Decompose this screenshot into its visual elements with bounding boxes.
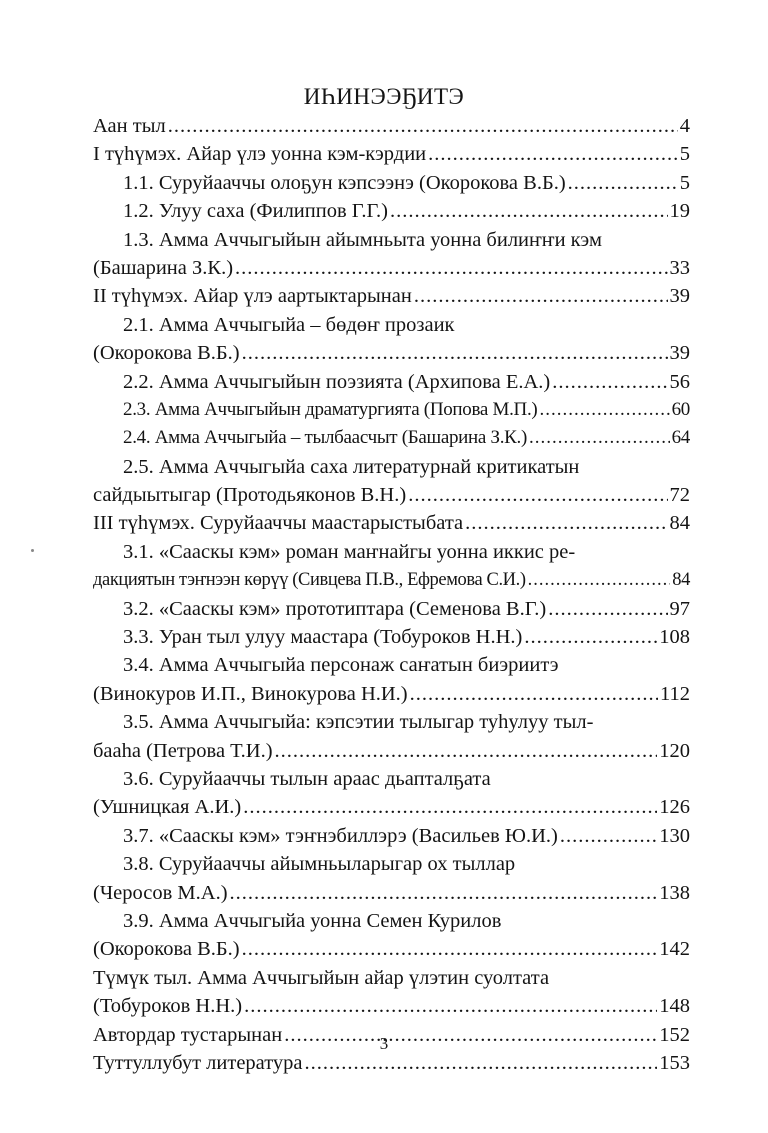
toc-entry-text: II түһүмэх. Айар үлэ аартыктарынан <box>93 285 412 308</box>
toc-entry <box>93 964 690 992</box>
toc-entry-text: (Ушницкая А.И.) <box>93 796 242 819</box>
toc-entry <box>93 850 690 878</box>
toc-entry-text: бааһа (Петрова Т.И.) <box>93 739 273 762</box>
toc-entry-page: 19 <box>669 200 690 223</box>
toc-entry <box>93 311 690 339</box>
toc-entry-page: 60 <box>671 398 690 420</box>
toc-entry-text: (Башарина З.К.) <box>93 256 234 279</box>
toc-entry-page: 142 <box>659 938 690 961</box>
toc-entry-text: 3.4. Амма Аччыгыйа персонаж саҥатын биэриитэ <box>123 654 559 677</box>
dot-leader <box>529 424 670 452</box>
toc-entry-text: Туттуллубут литература <box>93 1051 303 1074</box>
dot-leader <box>408 481 667 509</box>
toc-entry <box>93 339 690 367</box>
toc-entry <box>93 112 690 140</box>
toc-entry <box>93 453 690 481</box>
dot-leader <box>390 197 668 225</box>
dot-leader <box>548 595 667 623</box>
toc-entry <box>93 140 690 168</box>
toc-entry-page: 39 <box>669 342 690 365</box>
toc-entry <box>93 368 690 396</box>
toc-entry <box>93 282 690 310</box>
toc-entry-page: 138 <box>659 881 690 904</box>
toc-entry <box>93 822 690 850</box>
toc-entry-text: (Тобуроков Н.Н.) <box>93 995 243 1018</box>
toc-entry-text: 3.8. Суруйааччы айымньыларыгар ох тыллар <box>123 853 516 876</box>
toc-entry-text: 3.6. Суруйааччы тылын араас дьапталҕата <box>123 767 491 790</box>
toc-entry-page: 33 <box>669 256 690 279</box>
toc-entry-page: 64 <box>671 427 690 449</box>
page-title: ИҺИНЭЭҔИТЭ <box>303 84 465 109</box>
toc-entry <box>93 424 690 452</box>
toc-entry-text: 1.3. Амма Аччыгыйын айымньыта уонна билиҥҥи кэм <box>123 228 602 251</box>
toc-entry <box>93 907 690 935</box>
toc-entry-page: 126 <box>659 796 690 819</box>
toc-entry <box>93 680 690 708</box>
toc-entry-text: дакциятын тэҥнээн көрүү (Сивцева П.В., Ефремова С.И.) <box>93 570 526 591</box>
toc-entry-page: 148 <box>659 995 690 1018</box>
toc-entry-text: 3.1. «Сааскы кэм» роман маҥнайгы уонна иккис ре- <box>123 540 576 563</box>
scan-speck <box>31 549 34 552</box>
dot-leader <box>414 282 668 310</box>
dot-leader <box>242 935 658 963</box>
toc-entry-page: 97 <box>669 597 690 620</box>
toc-entry-text: 2.1. Амма Аччыгыйа – бөдөҥ прозаик <box>123 313 455 336</box>
toc-entry-text: 2.2. Амма Аччыгыйын поэзиятa (Архипова Е.А.) <box>123 370 551 393</box>
toc-entry-text: 3.9. Амма Аччыгыйа уонна Семен Курилов <box>123 909 502 932</box>
toc-entry-page: 39 <box>669 285 690 308</box>
toc-entry-page: 4 <box>679 115 690 137</box>
toc-entry <box>93 765 690 793</box>
page-number: 3 <box>379 1034 389 1053</box>
toc-entry-text: 2.4. Амма Аччыгыйа – тылбаасчыт (Башарина З.К.) <box>123 427 528 449</box>
dot-leader <box>560 822 657 850</box>
toc-entry-page: 72 <box>669 484 690 507</box>
dot-leader <box>539 396 669 424</box>
dot-leader <box>244 992 657 1020</box>
toc-entry <box>93 623 690 651</box>
dot-leader <box>568 169 678 197</box>
dot-leader <box>428 140 678 168</box>
dot-leader <box>528 566 671 594</box>
toc-entry-page: 108 <box>659 626 690 649</box>
toc-entry-text: 3.2. «Сааскы кэм» прототиптара (Семенова В.Г.) <box>123 597 547 620</box>
toc-entry-text: 3.3. Уран тыл улуу маастара (Тобуроков Н.Н.) <box>123 626 523 649</box>
toc-entry-text: сайдыытыгар (Протодьяконов В.Н.) <box>93 484 407 507</box>
toc-entry-page: 5 <box>679 171 690 194</box>
toc-entry-text: 1.2. Улуу саха (Филиппов Г.Г.) <box>123 200 388 223</box>
toc-entry <box>93 538 690 566</box>
toc-entry-text: 2.5. Амма Аччыгыйа саха литературнай критикатын <box>123 455 580 478</box>
toc-entry-text: Автордар тустарынан <box>93 1023 283 1046</box>
toc-entry-text: (Окорокова В.Б.) <box>93 938 240 961</box>
toc-entry-page: 153 <box>659 1051 690 1074</box>
toc-entry <box>93 737 690 765</box>
toc-entry-page: 120 <box>659 739 690 762</box>
dot-leader <box>524 623 657 651</box>
toc-entry-page: 152 <box>659 1023 690 1046</box>
toc-entry <box>93 651 690 679</box>
toc-entry <box>93 992 690 1020</box>
toc-entry <box>93 396 690 424</box>
dot-leader <box>410 680 658 708</box>
dot-leader <box>242 339 668 367</box>
toc-entry-text: (Винокуров И.П., Винокурова Н.И.) <box>93 682 408 705</box>
toc-entry <box>93 566 690 594</box>
toc-entry <box>93 226 690 254</box>
toc-entry-page: 84 <box>669 512 690 535</box>
toc-entry-text: (Черосов М.А.) <box>93 881 228 904</box>
toc-entry-text: 2.3. Амма Аччыгыйын драматургията (Попова М.П.) <box>123 398 538 420</box>
toc-entry <box>93 481 690 509</box>
toc-entry-page: 5 <box>679 143 690 166</box>
toc-entry <box>93 595 690 623</box>
dot-leader <box>243 793 657 821</box>
toc-entry <box>93 509 690 537</box>
toc-entry-page: 130 <box>659 824 690 847</box>
table-of-contents <box>93 112 690 1077</box>
toc-entry <box>93 708 690 736</box>
toc-entry-text: Аан тыл <box>93 115 166 137</box>
dot-leader <box>230 879 658 907</box>
toc-entry-page: 112 <box>660 682 690 705</box>
toc-entry <box>93 169 690 197</box>
dot-leader <box>275 737 658 765</box>
toc-entry <box>93 793 690 821</box>
toc-entry-text: III түһүмэх. Суруйааччы маастарыстыбата <box>93 512 464 535</box>
toc-entry <box>93 879 690 907</box>
toc-entry <box>93 197 690 225</box>
dot-leader <box>235 254 667 282</box>
toc-entry-text: 3.5. Амма Аччыгыйа: кэпсэтии тылыгар туһулуу тыл- <box>123 711 594 734</box>
dot-leader <box>168 112 678 140</box>
toc-entry-text: 3.7. «Сааскы кэм» тэҥнэбиллэрэ (Васильев Ю.И.) <box>123 824 558 847</box>
dot-leader <box>552 368 667 396</box>
toc-entry-text: I түһүмэх. Айар үлэ уонна кэм-кэрдии <box>93 143 427 166</box>
toc-entry-page: 56 <box>669 370 690 393</box>
toc-entry-text: Түмүк тыл. Амма Аччыгыйын айар үлэтин суолтата <box>93 966 550 989</box>
toc-entry-text: 1.1. Суруйааччы олоҕун кэпсээнэ (Окорокова В.Б.) <box>123 171 566 194</box>
dot-leader <box>465 509 667 537</box>
toc-entry <box>93 935 690 963</box>
toc-entry <box>93 254 690 282</box>
toc-entry-text: (Окорокова В.Б.) <box>93 342 240 365</box>
toc-entry-page: 84 <box>672 570 690 591</box>
